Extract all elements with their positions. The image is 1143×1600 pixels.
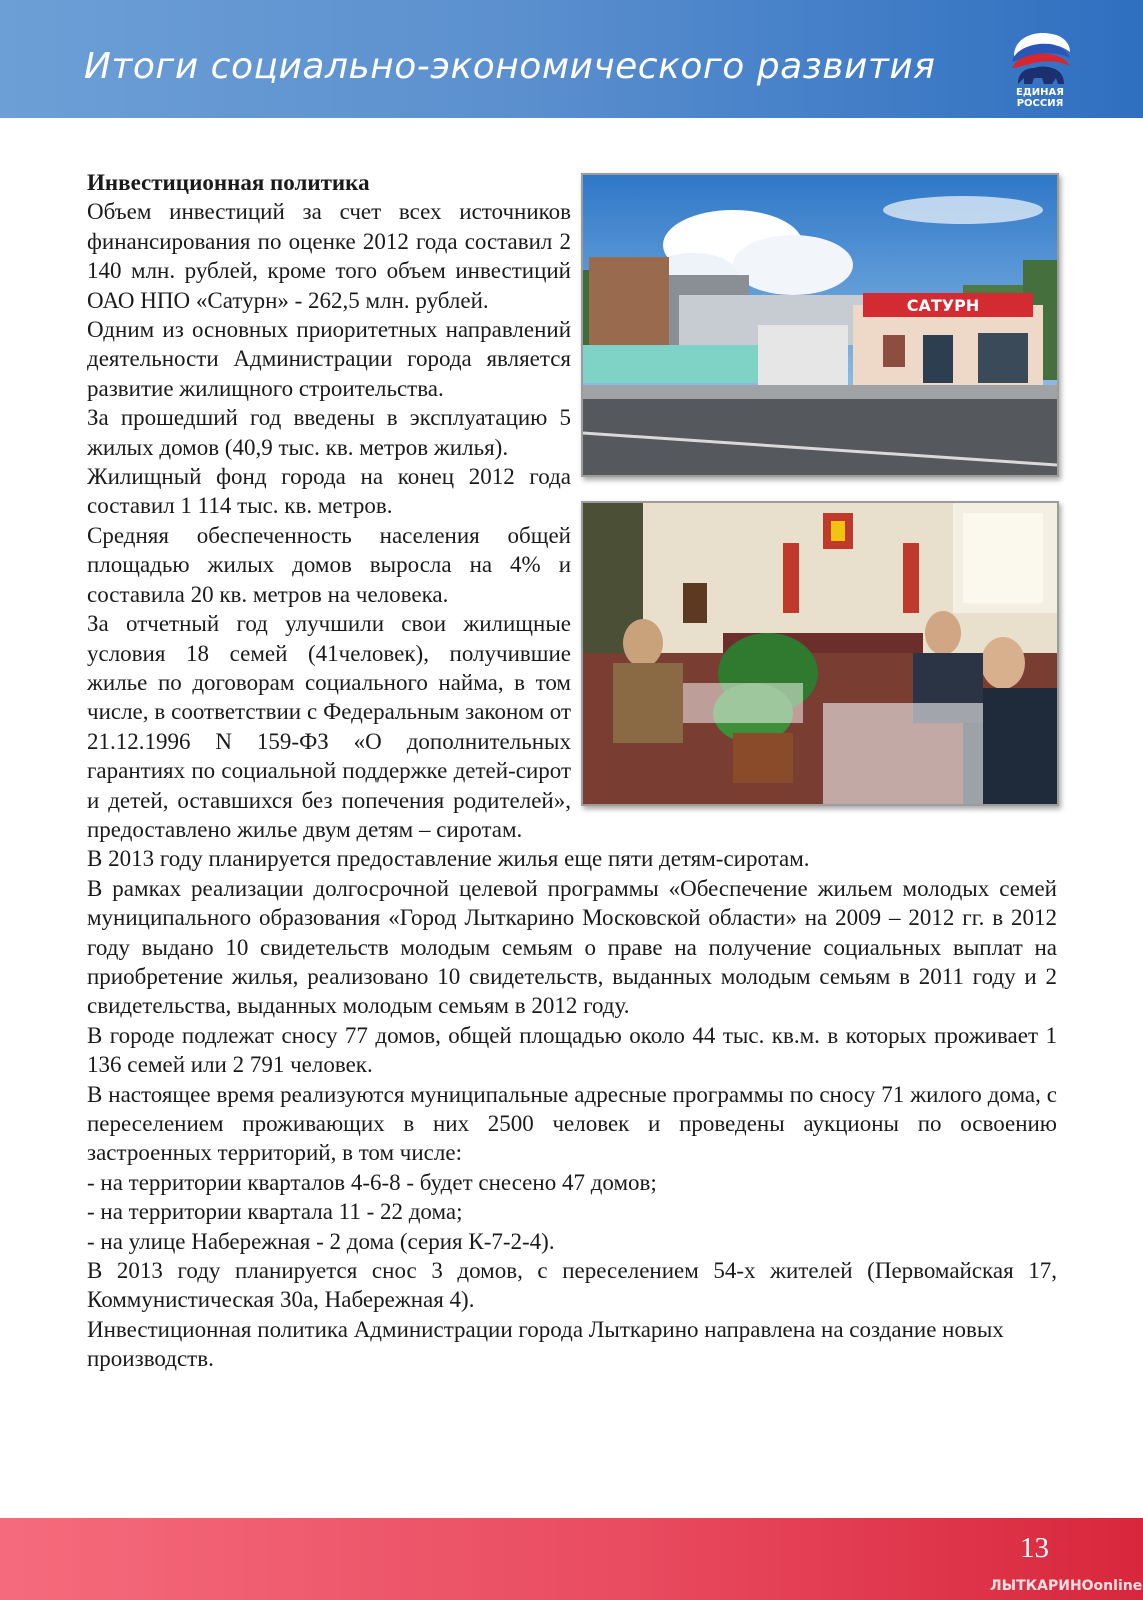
photo-column-spacer [571,168,1057,813]
article-body [87,168,1057,1374]
logo-text-line1: ЕДИНАЯ [1016,87,1064,98]
logo-text-line2: РОССИЯ [1016,98,1064,109]
page-title: Итоги социально-экономического развития [84,46,936,87]
page-number: 13 [1020,1532,1049,1564]
paragraph-demolition: В городе подлежат сносу 77 домов, общей площадью около 44 тыс. кв.м. в которых проживает 1 136 семей или 2 791 человек. [87,1022,1057,1078]
paragraph-living-space: Средняя обеспеченность населения общей площадью жилых домов выросла на 4% и составила 20 кв. метров на человека. [87,522,571,607]
paragraph-address-programs: В настоящее время реализуются муниципальные адресные программы по сносу 71 жилого дома, с переселением проживающих в них 2500 человек и проведены аукционы по освоению застроенных территорий, в том числе: [87,1081,1057,1166]
paragraph-investment-volume: Объем инвестиций за счет всех источников финансирования по оценке 2012 года составил 2 140 млн. рублей, кроме того объем инвестиций ОАО НПО «Сатурн» - 262,5 млн. рублей. [87,199,571,313]
page-header [0,0,1143,118]
list-item-naberezhnaya: - на улице Набережная - 2 дома (серия К-7-2-4). [87,1228,555,1254]
list-item-quarters-4-6-8: - на территории кварталов 4-6-8 - будет снесено 47 домов; [87,1169,657,1195]
paragraph-improved-conditions: За отчетный год улучшили свои жилищные условия 18 семей (41человек), получившие жилье по договорам социального найма, в том числе, в соответствии с Федеральным законом от 21.12.1996 N 159-ФЗ «О дополнительных гарантиях по социальной поддержке детей-сирот и детей, оставшихся без попечения родителей», предоставлено жилье двум детям – сиротам. [87,611,571,842]
paragraph-investment-policy: Инвестиционная политика Администрации города Лыткарино направлена на создание новых производств. [87,1316,1004,1372]
paragraph-2013-demolition: В 2013 году планируется снос 3 домов, с переселением 54-х жителей (Первомайская 17, Коммунистическая 30а, Набережная 4). [87,1258,1057,1313]
site-watermark: ЛЫТКАРИНОonline [990,1578,1143,1594]
paragraph-young-families: В рамках реализации долгосрочной целевой программы «Обеспечение жильем молодых семей муниципального образования «Город Лыткарино Московской области» на 2009 – 2012 гг. в 2012 году выдано 10 свидетельств молодым семьям о праве на получение социальных выплат на приобретение жилья, реализовано 10 свидетельств, выданных молодым семьям в 2011 году и 2 свидетельства, выданных молодым семьям в 2012 году. [87,875,1057,1019]
bear-flag-icon [1004,26,1076,88]
paragraph-houses-commissioned: За прошедший год введены в эксплуатацию 5 жилых домов (40,9 тыс. кв. метров жилья). [87,405,571,460]
paragraph-housing-priority: Одним из основных приоритетных направлений деятельности Администрации города является развитие жилищного строительства. [87,317,571,401]
saturn-sign-text: САТУРН [906,296,980,315]
page-footer [0,1518,1143,1600]
list-item-quarter-11: - на территории квартала 11 - 22 дома; [87,1199,463,1225]
section-heading: Инвестиционная политика [87,170,370,195]
paragraph-housing-stock: Жилищный фонд города на конец 2012 года составил 1 114 тыс. кв. метров. [87,464,571,519]
party-logo [1004,26,1076,112]
paragraph-orphans-plan: В 2013 году планируется предоставление жилья еще пяти детям-сиротам. [87,846,810,872]
